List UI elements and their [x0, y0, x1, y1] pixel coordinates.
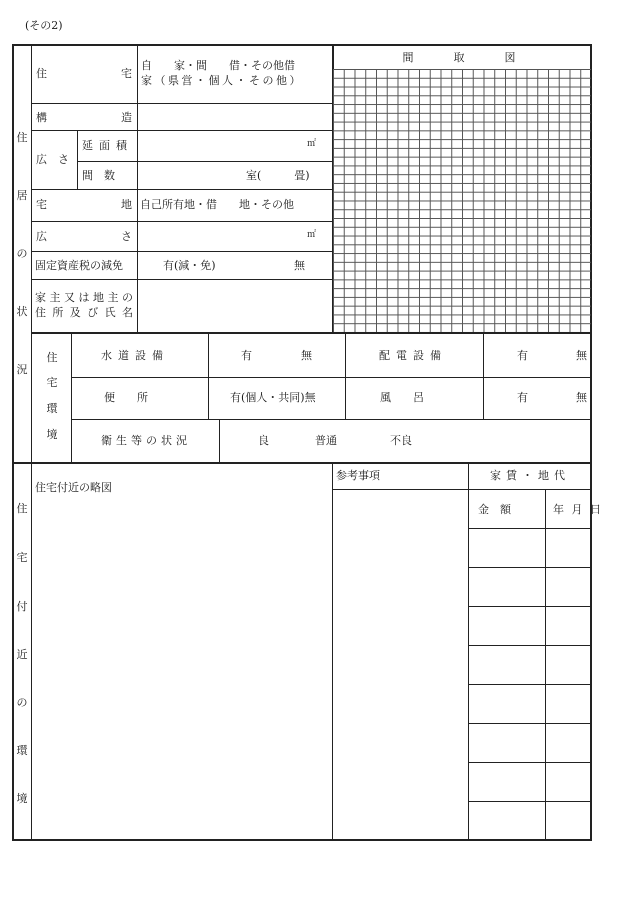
jutaku-label: 住 宅 [36, 67, 132, 80]
rent-row-line [469, 528, 591, 529]
residence-title-char: 居 [16, 189, 28, 202]
row-line [32, 103, 332, 104]
env-col [219, 419, 220, 462]
toilet-label: 便 所 [104, 391, 148, 404]
kouzou-label: 構 造 [36, 111, 132, 124]
room-unit: 室( 畳) [246, 169, 310, 182]
hygiene-good-option[interactable]: 良 [258, 434, 269, 447]
env-col [208, 333, 209, 419]
bath-label: 風 呂 [380, 391, 424, 404]
nobe-menseki-label: 延面積 [82, 139, 132, 152]
env-top-line [32, 332, 591, 334]
electric-label: 配電設備 [379, 349, 447, 362]
env-row-line [72, 377, 591, 378]
frame-bottom [12, 839, 592, 841]
surroundings-title-char: 宅 [16, 551, 28, 564]
tax-yes-option[interactable]: 有(減・免) [163, 259, 216, 272]
floorplan-grid[interactable] [333, 69, 591, 332]
surroundings-title-char: 住 [16, 502, 28, 515]
row-line [77, 161, 332, 162]
notes-label: 参考事項 [336, 469, 380, 482]
electric-no-option[interactable]: 無 [576, 349, 587, 362]
hirosa-group-label: 広 さ [36, 153, 69, 166]
amount-header: 金 額 [478, 503, 511, 516]
area-unit: ㎡ [307, 139, 317, 149]
env-label-divider [71, 333, 72, 462]
surroundings-title-char: の [16, 696, 28, 709]
env-label-char: 環 [46, 402, 58, 415]
toilet-value[interactable]: 有(個人・共同)無 [230, 391, 316, 404]
surroundings-title-char: 付 [16, 600, 28, 613]
hygiene-bad-option[interactable]: 不良 [390, 434, 412, 447]
rent-row-line [469, 723, 591, 724]
rent-row-line [469, 606, 591, 607]
title-col-divider [31, 45, 32, 840]
takuchi-label: 宅 地 [36, 198, 132, 211]
surroundings-title-char: 境 [16, 792, 28, 805]
area-unit-2: ㎡ [307, 230, 317, 240]
env-row-line [72, 419, 591, 420]
bath-no-option[interactable]: 無 [576, 391, 587, 404]
electric-yes-option[interactable]: 有 [517, 349, 528, 362]
notes-header-line [333, 489, 591, 490]
env-label-char: 住 [46, 351, 58, 364]
hirosa-divider [77, 130, 78, 189]
page-label: (その2) [25, 19, 63, 32]
env-label-char: 宅 [46, 376, 58, 389]
rent-row-line [469, 567, 591, 568]
owner-label-line1: 家主又は地主の [35, 291, 133, 304]
env-col [345, 333, 346, 419]
rent-row-line [469, 801, 591, 802]
notes-area[interactable] [334, 491, 467, 838]
map-divider [332, 463, 333, 840]
hygiene-label: 衛生等の状況 [101, 434, 191, 447]
takuchi-value[interactable]: 自己所有地・借 地・その他 [140, 198, 294, 211]
rent-header: 家賃・地代 [490, 469, 570, 482]
rent-col-divider [545, 490, 546, 840]
jutaku-value-line2[interactable]: 家（県営・個人・その他） [141, 74, 303, 87]
notes-divider [468, 463, 469, 840]
tax-label: 固定資産税の減免 [35, 259, 123, 272]
bath-yes-option[interactable]: 有 [517, 391, 528, 404]
floorplan-title: 間 取 図 [402, 51, 522, 64]
residence-title-char: の [16, 247, 28, 260]
hirosa2-label: 広 さ [36, 230, 132, 243]
jutaku-value-line1[interactable]: 自 家・間 借・その他借 [141, 59, 295, 72]
water-yes-option[interactable]: 有 [241, 349, 252, 362]
env-label-char: 境 [46, 428, 58, 441]
row-line [32, 251, 332, 252]
mazuu-label: 間 数 [82, 169, 115, 182]
rent-row-line [469, 645, 591, 646]
row-line [32, 221, 332, 222]
row-line [32, 279, 332, 280]
residence-title-char: 住 [16, 131, 28, 144]
owner-label-line2: 住所及び氏名 [35, 306, 133, 319]
map-label: 住宅付近の略図 [35, 481, 112, 494]
frame-top [12, 44, 592, 46]
surroundings-title-char: 近 [16, 648, 28, 661]
rent-row-line [469, 762, 591, 763]
map-area[interactable] [33, 498, 331, 838]
row-line [32, 189, 332, 190]
rent-row-line [469, 684, 591, 685]
water-no-option[interactable]: 無 [301, 349, 312, 362]
water-label: 水道設備 [101, 349, 169, 362]
env-col [483, 333, 484, 419]
residence-title-char: 況 [16, 363, 28, 376]
tax-no-option[interactable]: 無 [294, 259, 305, 272]
frame-left [12, 44, 14, 841]
residence-title-char: 状 [16, 305, 28, 318]
surroundings-title-char: 環 [16, 744, 28, 757]
hygiene-normal-option[interactable]: 普通 [315, 434, 337, 447]
section-divider [13, 462, 591, 464]
date-header: 年 月 日 [553, 503, 603, 516]
